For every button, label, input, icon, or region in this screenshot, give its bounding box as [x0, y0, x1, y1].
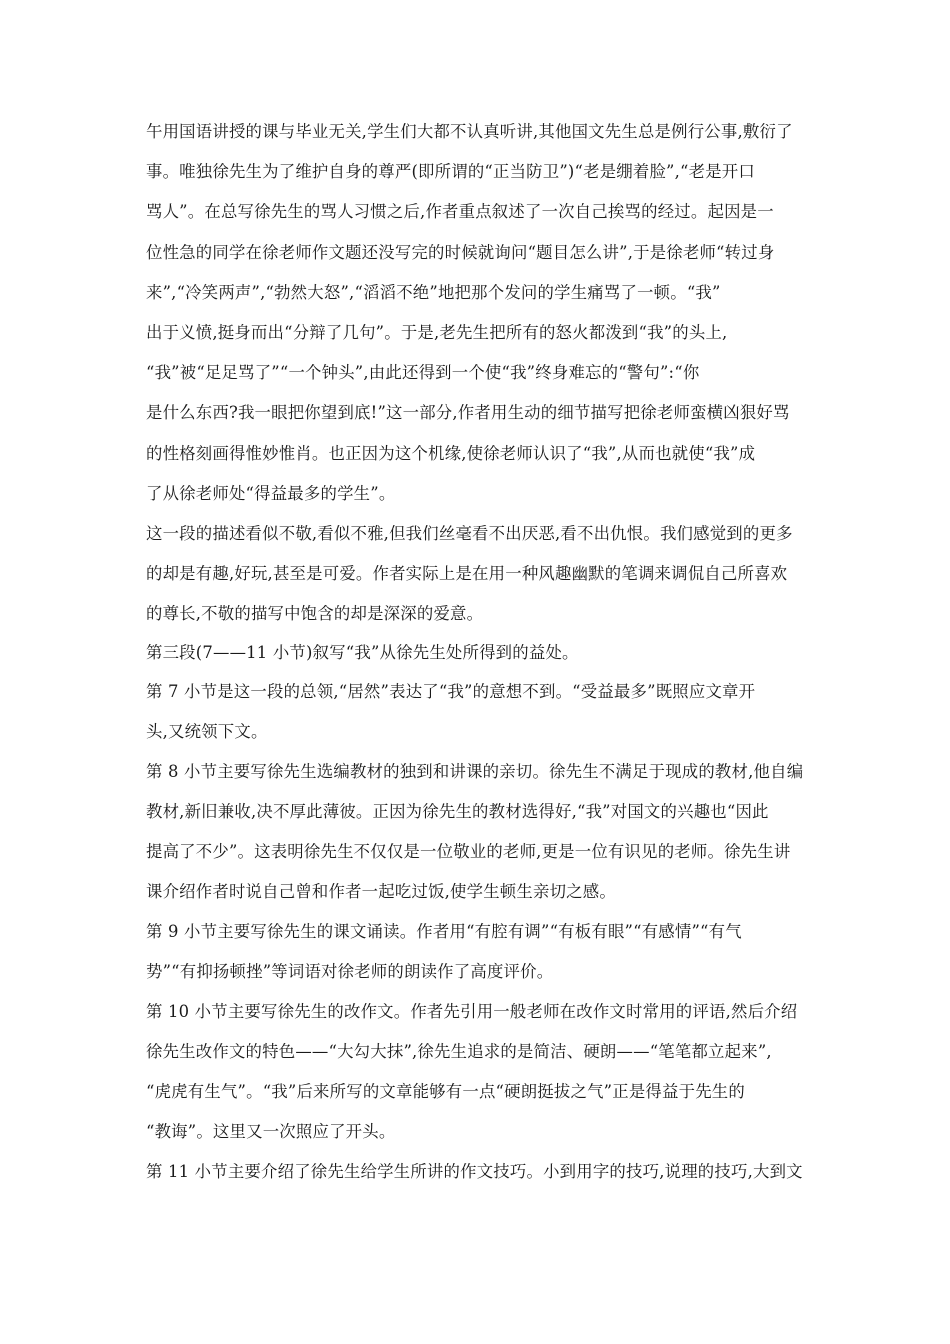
paragraph-2 [146, 514, 808, 634]
document-body [146, 112, 808, 1192]
text-line: 徐先生改作文的特色——“大勾大抹”,徐先生追求的是简洁、硬朗——“笔笔都立起来”, [146, 1041, 772, 1061]
text-line: 第 9 小节主要写徐先生的课文诵读。作者用“有腔有调”“有板有眼”“有感情”“有气 [146, 921, 742, 941]
text-line: 午用国语讲授的课与毕业无关,学生们大都不认真听讲,其他国文先生总是例行公事,敷衍了 [146, 122, 793, 141]
text-line: 课介绍作者时说自己曾和作者一起吃过饭,使学生顿生亲切之感。 [146, 881, 616, 901]
text-line: 第 8 小节主要写徐先生选编教材的独到和讲课的亲切。徐先生不满足于现成的教材,他自编 [146, 761, 804, 781]
text-line: 提高了不少”。这表明徐先生不仅仅是一位敬业的老师,更是一位有识见的老师。徐先生讲 [146, 841, 791, 861]
text-line: 的却是有趣,好玩,甚至是可爱。作者实际上是在用一种风趣幽默的笔调来调侃自己所喜欢 [146, 563, 788, 583]
paragraph-1 [146, 112, 808, 514]
text-line: 第 10 小节主要写徐先生的改作文。作者先引用一般老师在改作文时常用的评语,然后介绍 [146, 1001, 798, 1021]
text-line: 出于义愤,挺身而出“分辩了几句”。于是,老先生把所有的怒火都泼到“我”的头上, [146, 322, 728, 342]
text-line: 第 7 小节是这一段的总领,“居然”表达了“我”的意想不到。“受益最多”既照应文章开 [146, 681, 756, 701]
paragraph-8 [146, 1152, 808, 1192]
paragraph-3 [146, 634, 808, 672]
paragraph-4 [146, 672, 808, 752]
text-line: “虎虎有生气”。“我”后来所写的文章能够有一点“硬朗挺拔之气”正是得益于先生的 [146, 1081, 745, 1101]
text-line: 教材,新旧兼收,决不厚此薄彼。正因为徐先生的教材选得好,“我”对国文的兴趣也“因此 [146, 801, 769, 821]
text-line: 头,又统领下文。 [146, 721, 268, 741]
text-line: 是什么东西?我一眼把你望到底!”这一部分,作者用生动的细节描写把徐老师蛮横凶狠好骂 [146, 403, 790, 423]
text-line: 了从徐老师处“得益最多的学生”。 [146, 483, 396, 503]
text-line: “我”被“足足骂了”“一个钟头”,由此还得到一个使“我”终身难忘的“警句”:“你 [146, 363, 700, 383]
text-line: 来”,“冷笑两声”,“勃然大怒”,“滔滔不绝”地把那个发问的学生痛骂了一顿。“我” [146, 282, 721, 302]
text-line: 第三段(7——11 小节)叙写“我”从徐先生处所得到的益处。 [146, 642, 579, 662]
text-line: “教诲”。这里又一次照应了开头。 [146, 1121, 396, 1141]
text-line: 这一段的描述看似不敬,看似不雅,但我们丝毫看不出厌恶,看不出仇恨。我们感觉到的更多 [146, 523, 793, 543]
paragraph-7 [146, 992, 808, 1152]
text-line: 的尊长,不敬的描写中饱含的却是深深的爱意。 [146, 603, 484, 623]
text-line: 事。唯独徐先生为了维护自身的尊严(即所谓的“正当防卫”)“老是绷着脸”,“老是开口 [146, 162, 755, 182]
paragraph-6 [146, 912, 808, 992]
text-line: 的性格刻画得惟妙惟肖。也正因为这个机缘,使徐老师认识了“我”,从而也就使“我”成 [146, 443, 756, 463]
text-line: 势”“有抑扬顿挫”等词语对徐老师的朗读作了高度评价。 [146, 961, 554, 981]
text-line: 第 11 小节主要介绍了徐先生给学生所讲的作文技巧。小到用字的技巧,说理的技巧,大到文 [146, 1161, 803, 1181]
paragraph-5 [146, 752, 808, 912]
text-line: 骂人”。在总写徐先生的骂人习惯之后,作者重点叙述了一次自己挨骂的经过。起因是一 [146, 202, 774, 222]
text-line: 位性急的同学在徐老师作文题还没写完的时候就询问“题目怎么讲”,于是徐老师“转过身 [146, 242, 775, 262]
